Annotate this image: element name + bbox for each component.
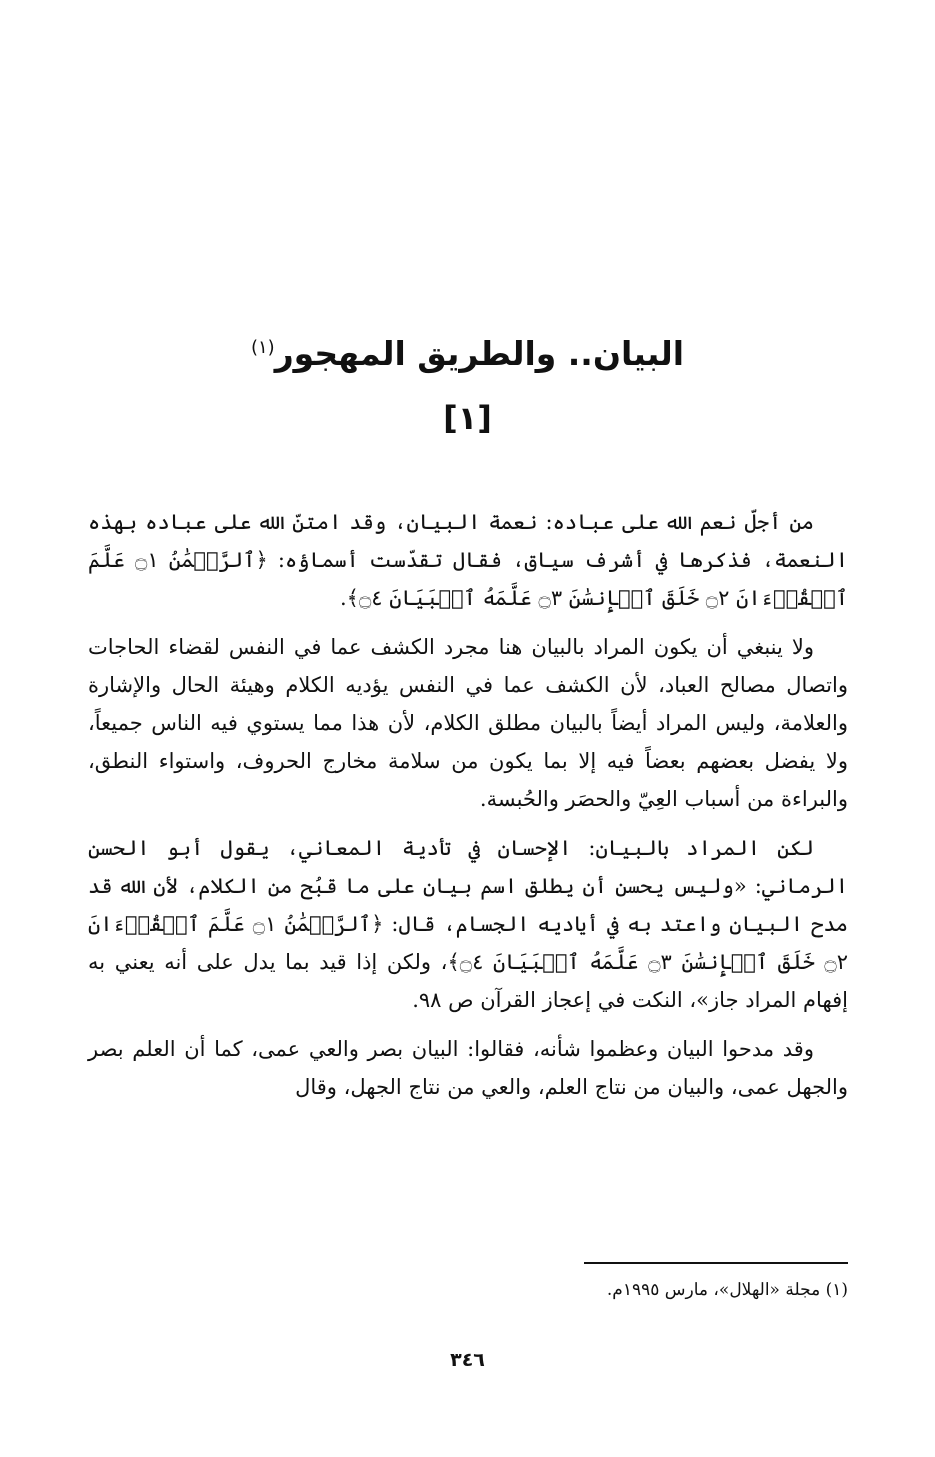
body-text	[88, 503, 848, 1106]
chapter-heading	[0, 318, 935, 442]
page-number: ٣٤٦	[450, 1349, 485, 1371]
footnote-reference: (١)	[250, 337, 275, 358]
footnote: (١) مجلة «الهلال»، مارس ١٩٩٥م.	[606, 1280, 848, 1300]
paragraph: من أجلّ نعم الله على عباده: نعمة البيان، وقد امتنّ الله على عباده بهذه النعمة، فذكرها في أشرف سياق، فقال تقدّست أسماؤه: ﴿ٱلرَّحۡمَٰنُ ۝١ عَلَّمَ ٱلۡقُرۡءَانَ ۝٢ خَلَقَ ٱلۡإِنسَٰنَ ۝٣ عَلَّمَهُ ٱلۡبَيَانَ ۝٤﴾.	[88, 510, 849, 611]
chapter-title-text: البيان.. والطريق المهجور	[274, 334, 685, 373]
part-number: [١]	[443, 399, 492, 437]
paragraph: ولا ينبغي أن يكون المراد بالبيان هنا مجرد الكشف عما في النفس لقضاء الحاجات واتصال مصالح العباد، لأن الكشف عما في النفس يؤديه الكلام وهيئة الحال والإشارة والعلامة، وليس المراد أيضاً بالبيان مطلق الكلام، لأن هذا مما يستوي فيه الناس جميعاً، ولا يفضل بعضهم بعضاً فيه إلا بما يكون من سلامة مخارج الحروف، واستواء النطق، والبراءة من أسباب العِيّ والحصَر والحُبسة.	[88, 634, 848, 812]
paragraph: لكن المراد بالبيان: الإحسان في تأدية المعاني، يقول أبو الحسن الرماني: «وليس يحسن أن يطلق اسم بيان على ما قبُح من الكلام، لأن الله قد مدح البيان واعتد به في أياديه الجسام، قال: ﴿ٱلرَّحۡمَٰنُ ۝١ عَلَّمَ ٱلۡقُرۡءَانَ ۝٢ خَلَقَ ٱلۡإِنسَٰنَ ۝٣ عَلَّمَهُ ٱلۡبَيَانَ ۝٤﴾، ولكن إذا قيد بما يدل على أنه يعني به إفهام المراد جاز»، النكت في إعجاز القرآن ص ٩٨.	[88, 835, 848, 1013]
paragraph: وقد مدحوا البيان وعظموا شأنه، فقالوا: البيان بصر والعي عمى، كما أن العلم بصر والجهل عمى، والبيان من نتاج العلم، والعي من نتاج الجهل، وقال	[88, 1036, 848, 1099]
footnote-divider	[584, 1262, 848, 1264]
chapter-title	[0, 318, 935, 384]
